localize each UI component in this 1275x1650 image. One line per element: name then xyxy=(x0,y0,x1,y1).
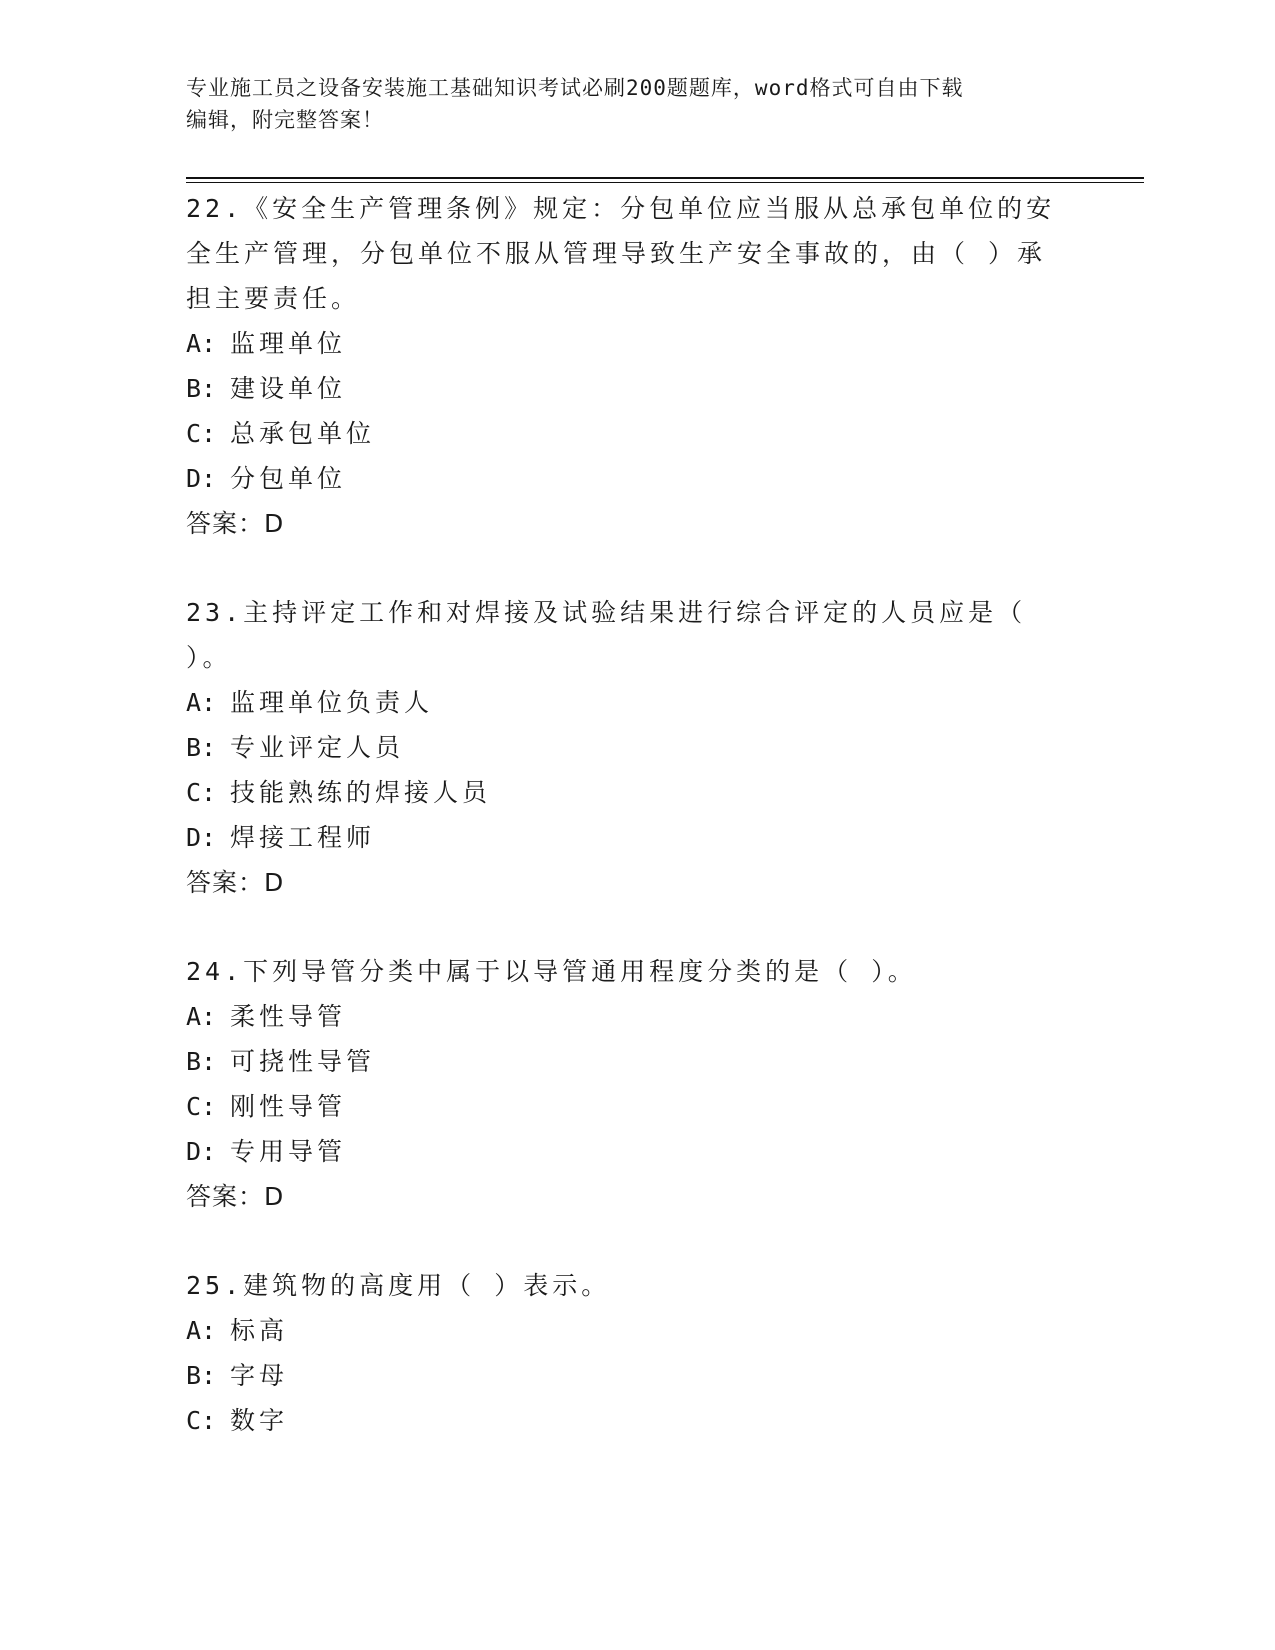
option-b xyxy=(186,1039,1066,1084)
header-title-line1: 专业施工员之设备安装施工基础知识考试必刷200题题库，word格式可自由下载 xyxy=(186,76,964,100)
option-c xyxy=(186,770,1066,815)
option-text: 总承包单位 xyxy=(230,419,376,448)
option-c xyxy=(186,411,1066,456)
question-stem: 24.下列导管分类中属于以导管通用程度分类的是（ ）。 xyxy=(186,957,917,986)
question-stem: 25.建筑物的高度用（ ）表示。 xyxy=(186,1271,611,1300)
option-text: 专业评定人员 xyxy=(230,733,405,762)
option-letter: A: xyxy=(186,1002,217,1031)
option-letter: B: xyxy=(186,1047,217,1076)
question-22 xyxy=(186,186,1066,546)
option-b xyxy=(186,1353,1066,1398)
answer-line: 答案：D xyxy=(186,868,285,897)
option-b xyxy=(186,725,1066,770)
option-d xyxy=(186,815,1066,860)
option-text: 数字 xyxy=(230,1406,289,1435)
option-letter: C: xyxy=(186,419,217,448)
option-text: 专用导管 xyxy=(230,1137,347,1166)
option-text: 建设单位 xyxy=(230,374,347,403)
option-letter: D: xyxy=(186,1137,217,1166)
option-text: 字母 xyxy=(230,1361,289,1390)
option-letter: A: xyxy=(186,688,217,717)
question-24 xyxy=(186,949,1066,1219)
question-23 xyxy=(186,590,1066,905)
option-text: 技能熟练的焊接人员 xyxy=(230,778,492,807)
header-divider-thin xyxy=(186,182,1144,183)
header-divider-thick xyxy=(186,177,1144,179)
option-a xyxy=(186,994,1066,1039)
option-letter: B: xyxy=(186,374,217,403)
option-letter: D: xyxy=(186,464,217,493)
option-letter: C: xyxy=(186,778,217,807)
question-stem: 23.主持评定工作和对焊接及试验结果进行综合评定的人员应是（ ）。 xyxy=(186,598,1027,672)
option-letter: C: xyxy=(186,1406,217,1435)
option-text: 监理单位 xyxy=(230,329,347,358)
answer-line: 答案：D xyxy=(186,1182,285,1211)
header-title-line2: 编辑，附完整答案！ xyxy=(186,108,384,132)
question-list xyxy=(186,186,1066,1487)
document-header xyxy=(186,72,1086,136)
option-d xyxy=(186,456,1066,501)
option-a xyxy=(186,680,1066,725)
option-b xyxy=(186,366,1066,411)
option-text: 刚性导管 xyxy=(230,1092,347,1121)
option-d xyxy=(186,1129,1066,1174)
option-letter: D: xyxy=(186,823,217,852)
option-a xyxy=(186,321,1066,366)
option-text: 柔性导管 xyxy=(230,1002,347,1031)
option-c xyxy=(186,1084,1066,1129)
answer-line: 答案：D xyxy=(186,509,285,538)
option-a xyxy=(186,1308,1066,1353)
option-text: 焊接工程师 xyxy=(230,823,376,852)
option-letter: B: xyxy=(186,1361,217,1390)
option-c xyxy=(186,1398,1066,1443)
option-letter: A: xyxy=(186,1316,217,1345)
option-letter: A: xyxy=(186,329,217,358)
question-stem: 22.《安全生产管理条例》规定：分包单位应当服从总承包单位的安全生产管理，分包单位不服从管理导致生产安全事故的，由（ ）承担主要责任。 xyxy=(186,194,1056,313)
option-text: 监理单位负责人 xyxy=(230,688,434,717)
option-letter: B: xyxy=(186,733,217,762)
question-25 xyxy=(186,1263,1066,1443)
option-letter: C: xyxy=(186,1092,217,1121)
option-text: 标高 xyxy=(230,1316,289,1345)
option-text: 可挠性导管 xyxy=(230,1047,376,1076)
option-text: 分包单位 xyxy=(230,464,347,493)
